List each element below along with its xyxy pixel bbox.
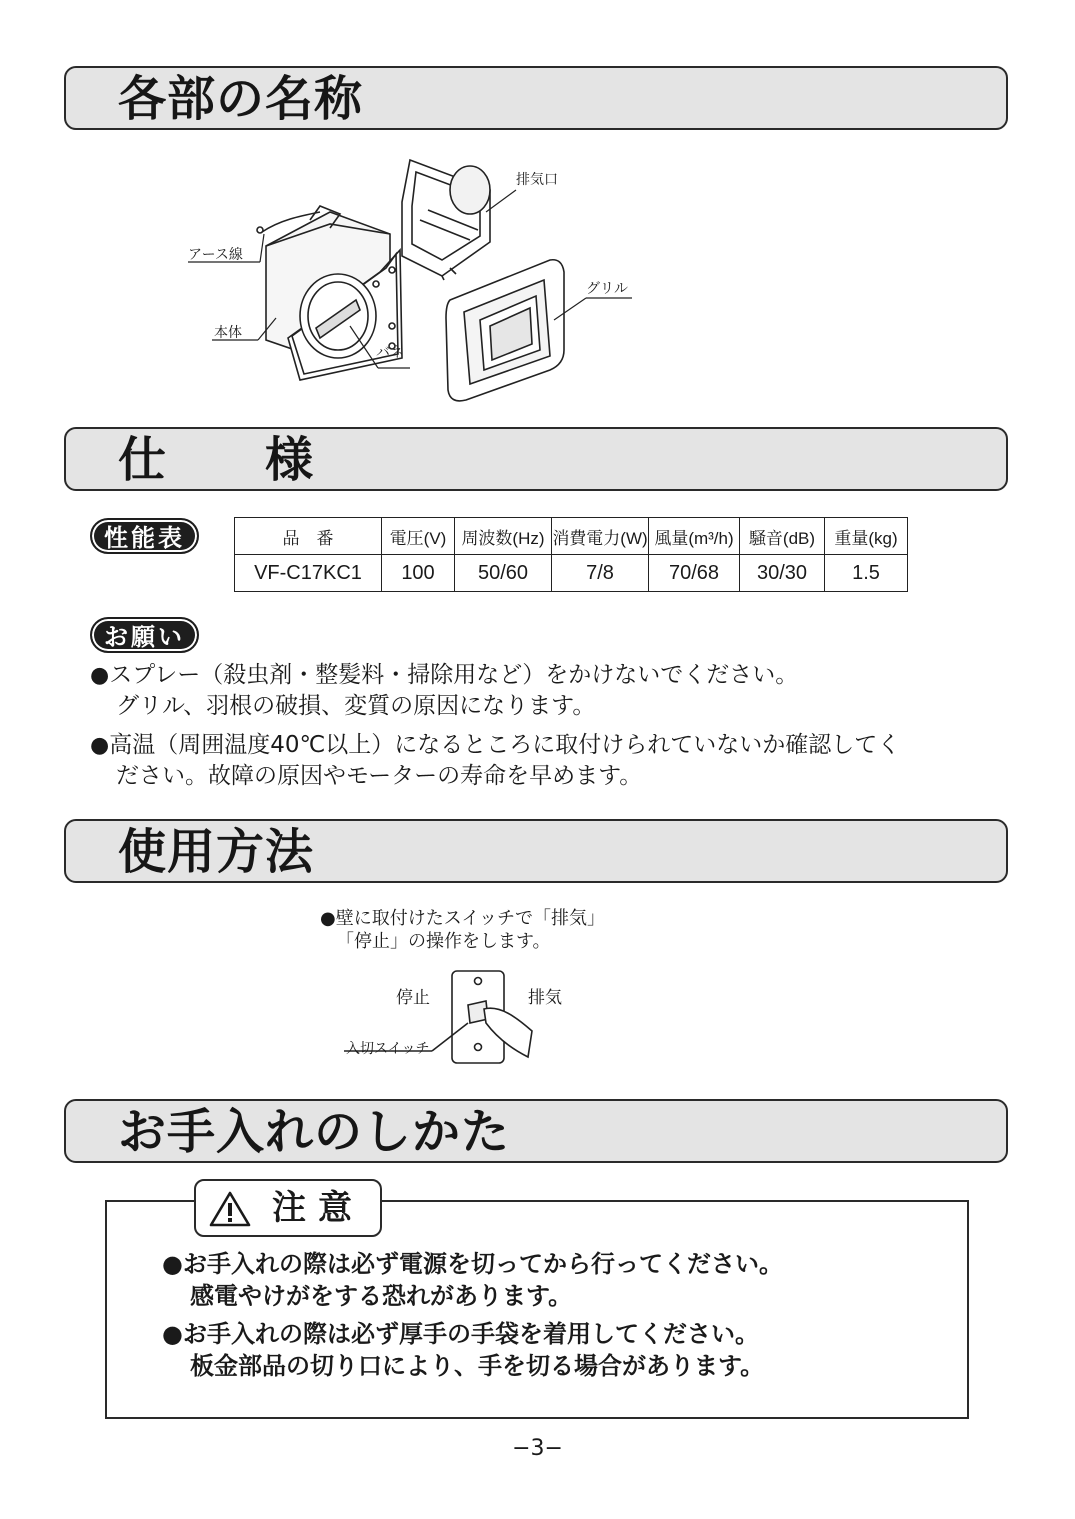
- col-airflow: 風量(m³/h): [649, 518, 740, 555]
- cell-model: VF-C17KC1: [235, 555, 382, 592]
- caution-item: ●お手入れの際は必ず厚手の手袋を着用してください。 板金部品の切り口により、手を切る場合があります。: [162, 1320, 765, 1380]
- usage-instruction-line2: 「停止」の操作をします。: [336, 931, 551, 952]
- cell-noise: 30/30: [740, 555, 825, 592]
- caution-title: 注意: [272, 1188, 364, 1228]
- section-title: 仕 様: [118, 432, 315, 488]
- cell-airflow: 70/68: [649, 555, 740, 592]
- exhaust-adapter-illustration: [402, 160, 490, 280]
- usage-instruction-line1: ●壁に取付けたスイッチで「排気」: [320, 908, 605, 929]
- label-ground-wire: アース線: [188, 247, 243, 263]
- request-item: ●高温（周囲温度40℃以上）になるところに取付けられていないか確認してく ださい。故障の原因やモーターの寿命を早めます。: [90, 730, 900, 792]
- cell-power: 7/8: [552, 555, 649, 592]
- request-line2: ださい。故障の原因やモーターの寿命を早めます。: [116, 763, 643, 789]
- cell-voltage: 100: [382, 555, 455, 592]
- col-voltage: 電圧(V): [382, 518, 455, 555]
- table-header-row: [235, 518, 908, 555]
- section-header-spec: [64, 427, 1008, 491]
- section-header-usage: [64, 819, 1008, 883]
- section-title: お手入れのしかた: [118, 1104, 511, 1160]
- caution-tab: [194, 1179, 382, 1237]
- col-frequency: 周波数(Hz): [455, 518, 552, 555]
- section-header-names: [64, 66, 1008, 130]
- cell-weight: 1.5: [825, 555, 908, 592]
- section-title: 使用方法: [118, 824, 315, 880]
- exhaust-label: 排気: [528, 988, 562, 1008]
- section-header-care: [64, 1099, 1008, 1163]
- section-title: 各部の名称: [118, 71, 364, 127]
- label-body: 本体: [214, 325, 242, 341]
- caution-line1: お手入れの際は必ず電源を切ってから行ってください。: [182, 1250, 783, 1278]
- power-switch-label: 入切スイッチ: [346, 1041, 430, 1057]
- cell-frequency: 50/60: [455, 555, 552, 592]
- col-model: 品 番: [235, 518, 382, 555]
- label-exhaust-port: 排気口: [516, 172, 558, 188]
- col-weight: 重量(kg): [825, 518, 908, 555]
- spec-table: [234, 517, 908, 592]
- col-noise: 騒音(dB): [740, 518, 825, 555]
- request-line2: グリル、羽根の破損、変質の原因になります。: [116, 693, 596, 719]
- label-grille: グリル: [586, 281, 628, 297]
- caution-line2: 感電やけがをする恐れがあります。: [190, 1282, 573, 1310]
- stop-label: 停止: [396, 988, 430, 1008]
- page-number: −3−: [512, 1436, 563, 1461]
- request-line1: 高温（周囲温度40℃以上）になるところに取付けられていないか確認してく: [109, 732, 901, 758]
- request-line1: スプレー（殺虫剤・整髪料・掃除用など）をかけないでください。: [109, 662, 799, 688]
- grille-illustration: [446, 260, 564, 401]
- request-badge: お願い: [90, 617, 199, 653]
- caution-line2: 板金部品の切り口により、手を切る場合があります。: [190, 1352, 765, 1380]
- caution-item: ●お手入れの際は必ず電源を切ってから行ってください。 感電やけがをする恐れがあります。: [162, 1250, 783, 1310]
- performance-table-badge: 性能表: [90, 518, 199, 554]
- warning-triangle-icon: [208, 1190, 252, 1228]
- table-row: [235, 555, 908, 592]
- request-item: ●スプレー（殺虫剤・整髪料・掃除用など）をかけないでください。 グリル、羽根の破損、変質の原因になります。: [90, 660, 798, 722]
- caution-line1: お手入れの際は必ず厚手の手袋を着用してください。: [182, 1320, 759, 1348]
- label-spring: バネ: [376, 345, 404, 361]
- col-power: 消費電力(W): [552, 518, 649, 555]
